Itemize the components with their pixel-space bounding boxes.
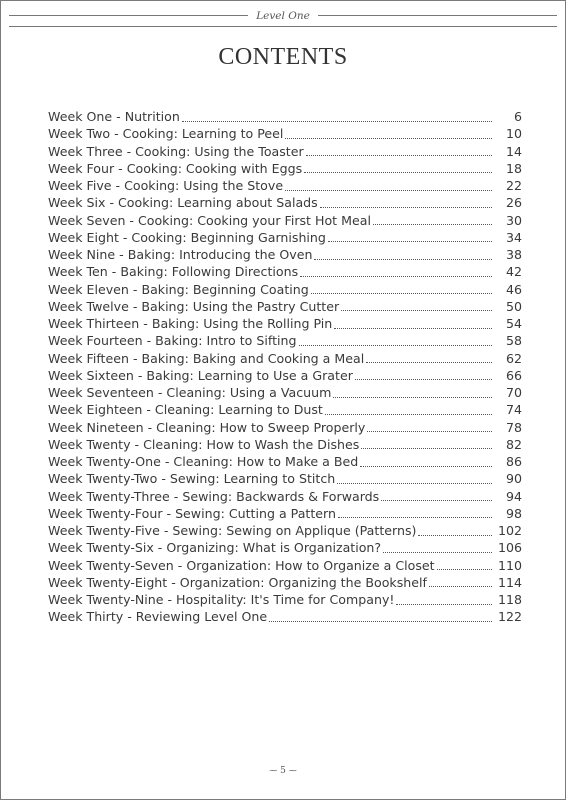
toc-entry — [48, 246, 522, 263]
toc-leader-dots — [367, 431, 492, 432]
toc-leader-dots — [285, 138, 492, 139]
toc-entry-title: Week Two - Cooking: Learning to Peel — [48, 126, 284, 142]
toc-entry-title: Week Twenty-Four - Sewing: Cutting a Pattern — [48, 505, 336, 521]
toc-entry-page: 62 — [505, 350, 522, 366]
toc-entry-page: 78 — [505, 419, 522, 435]
toc-entry — [48, 212, 522, 229]
toc-entry — [48, 229, 522, 246]
toc-entry-title: Week Seventeen - Cleaning: Using a Vacuum — [48, 385, 332, 400]
toc-entry — [48, 488, 522, 505]
toc-entry-title: Week Eight - Cooking: Beginning Garnishing — [48, 229, 326, 245]
toc-entry — [48, 160, 522, 177]
toc-entry — [48, 557, 522, 574]
toc-entry — [48, 263, 522, 280]
toc-entry — [48, 367, 522, 384]
toc-entry-title: Week Twenty-Two - Sewing: Learning to Stitch — [48, 471, 336, 487]
toc-entry-page: 30 — [505, 212, 522, 228]
toc-entry-title: Week Ten - Baking: Following Directions — [48, 264, 299, 280]
footer-ornament-left-icon: ⁓ — [269, 766, 278, 775]
toc-entry-page: 106 — [497, 540, 522, 556]
toc-leader-dots — [429, 586, 492, 587]
toc-leader-dots — [338, 517, 492, 518]
toc-entry-title: Week Eleven - Baking: Beginning Coating — [48, 281, 309, 297]
toc-entry — [48, 125, 522, 142]
toc-leader-dots — [373, 224, 492, 225]
toc-entry-page: 70 — [505, 385, 522, 400]
toc-leader-dots — [361, 448, 492, 449]
toc-entry — [48, 350, 522, 367]
toc-entry-page: 98 — [505, 505, 522, 521]
toc-leader-dots — [306, 155, 492, 156]
toc-entry-title: Week Twenty - Cleaning: How to Wash the Dishes — [48, 436, 360, 452]
header-rule-bottom — [9, 26, 557, 27]
toc-entry-title: Week Twenty-Six - Organizing: What is Organization? — [48, 540, 382, 556]
toc-entry — [48, 401, 522, 418]
toc-entry-title: Week Five - Cooking: Using the Stove — [48, 178, 284, 193]
toc-leader-dots — [437, 569, 492, 570]
toc-entry — [48, 419, 522, 436]
toc-entry-page: 86 — [505, 454, 522, 469]
toc-entry-page: 6 — [513, 109, 522, 124]
toc-entry-title: Week Six - Cooking: Learning about Salads — [48, 195, 318, 211]
toc-entry-page: 26 — [505, 195, 522, 211]
toc-leader-dots — [314, 259, 492, 260]
toc-entry-page: 38 — [505, 247, 522, 262]
toc-leader-dots — [285, 190, 492, 191]
toc-entry — [48, 608, 522, 625]
running-header — [0, 0, 566, 30]
toc-entry-page: 110 — [497, 557, 522, 573]
toc-entry-page: 66 — [505, 367, 522, 383]
toc-entry-title: Week Fifteen - Baking: Baking and Cooking a Meal — [48, 350, 365, 366]
toc-entry — [48, 470, 522, 487]
toc-entry — [48, 315, 522, 332]
toc-leader-dots — [334, 328, 492, 329]
toc-entry-page: 122 — [497, 609, 522, 625]
toc-entry-title: Week Three - Cooking: Using the Toaster — [48, 143, 304, 159]
toc-entry — [48, 505, 522, 522]
toc-entry-page: 90 — [505, 471, 522, 487]
page-number: 5 — [280, 766, 286, 776]
toc-entry-page: 22 — [505, 178, 522, 193]
toc-entry-title: Week Twenty-Nine - Hospitality: It's Time for Company! — [48, 592, 395, 607]
toc-entry — [48, 384, 522, 401]
toc-entry-page: 102 — [497, 523, 522, 538]
toc-leader-dots — [300, 276, 492, 277]
toc-entry — [48, 574, 522, 591]
toc-leader-dots — [341, 310, 492, 311]
toc-entry-page: 94 — [505, 488, 522, 504]
toc-entry-title: Week Twenty-Three - Sewing: Backwards & Forwards — [48, 488, 380, 504]
toc-entry-title: Week Thirty - Reviewing Level One — [48, 609, 268, 625]
toc-entry-title: Week Twenty-Seven - Organization: How to Organize a Closet — [48, 557, 435, 573]
footer-ornament-right-icon: ⁓ — [288, 766, 297, 775]
toc-entry — [48, 108, 522, 125]
toc-entry-page: 54 — [505, 316, 522, 331]
toc-entry — [48, 453, 522, 470]
table-of-contents — [48, 108, 522, 626]
page-footer — [0, 766, 566, 776]
toc-entry-page: 50 — [505, 298, 522, 314]
toc-entry-title: Week Seven - Cooking: Cooking your First Hot Meal — [48, 212, 371, 228]
toc-entry-page: 18 — [505, 160, 522, 176]
toc-entry — [48, 194, 522, 211]
toc-entry-page: 58 — [505, 333, 522, 349]
toc-entry-title: Week Twenty-One - Cleaning: How to Make a Bed — [48, 454, 359, 469]
toc-leader-dots — [418, 535, 492, 536]
toc-entry-page: 118 — [497, 592, 522, 607]
toc-entry-page: 10 — [505, 126, 522, 142]
toc-leader-dots — [325, 414, 492, 415]
toc-entry — [48, 298, 522, 315]
toc-leader-dots — [396, 604, 492, 605]
toc-entry — [48, 436, 522, 453]
toc-entry-title: Week One - Nutrition — [48, 109, 180, 124]
toc-entry — [48, 591, 522, 608]
toc-entry-page: 46 — [505, 281, 522, 297]
toc-entry-page: 34 — [505, 229, 522, 245]
toc-entry-title: Week Thirteen - Baking: Using the Rolling Pin — [48, 316, 333, 331]
toc-entry-title: Week Twenty-Eight - Organization: Organizing the Bookshelf — [48, 574, 427, 590]
toc-leader-dots — [360, 466, 492, 467]
page-title: CONTENTS — [218, 44, 348, 70]
toc-leader-dots — [333, 397, 492, 398]
toc-leader-dots — [304, 172, 492, 173]
toc-entry-title: Week Nine - Baking: Introducing the Oven — [48, 247, 313, 262]
toc-entry-title: Week Eighteen - Cleaning: Learning to Dust — [48, 402, 323, 418]
toc-entry — [48, 539, 522, 556]
toc-leader-dots — [355, 379, 492, 380]
toc-leader-dots — [366, 362, 492, 363]
toc-entry-page: 14 — [505, 143, 522, 159]
toc-leader-dots — [269, 621, 492, 622]
toc-entry — [48, 332, 522, 349]
toc-entry-title: Week Four - Cooking: Cooking with Eggs — [48, 160, 303, 176]
toc-leader-dots — [381, 500, 492, 501]
toc-entry-page: 114 — [497, 574, 522, 590]
toc-entry — [48, 177, 522, 194]
toc-leader-dots — [337, 483, 492, 484]
toc-entry-title: Week Fourteen - Baking: Intro to Sifting — [48, 333, 297, 349]
toc-leader-dots — [383, 552, 492, 553]
toc-entry — [48, 281, 522, 298]
toc-leader-dots — [320, 207, 492, 208]
toc-leader-dots — [328, 241, 492, 242]
toc-entry-title: Week Sixteen - Baking: Learning to Use a Grater — [48, 367, 353, 383]
toc-entry-title: Week Twenty-Five - Sewing: Sewing on Applique (Patterns) — [48, 523, 417, 538]
toc-entry-title: Week Nineteen - Cleaning: How to Sweep Properly — [48, 419, 366, 435]
toc-entry-title: Week Twelve - Baking: Using the Pastry Cutter — [48, 298, 340, 314]
toc-entry-page: 74 — [505, 402, 522, 418]
toc-entry — [48, 143, 522, 160]
toc-leader-dots — [299, 345, 492, 346]
toc-entry-page: 82 — [505, 436, 522, 452]
toc-entry-page: 42 — [505, 264, 522, 280]
header-label: Level One — [248, 10, 318, 22]
toc-leader-dots — [182, 121, 492, 122]
toc-entry — [48, 522, 522, 539]
toc-leader-dots — [311, 293, 492, 294]
